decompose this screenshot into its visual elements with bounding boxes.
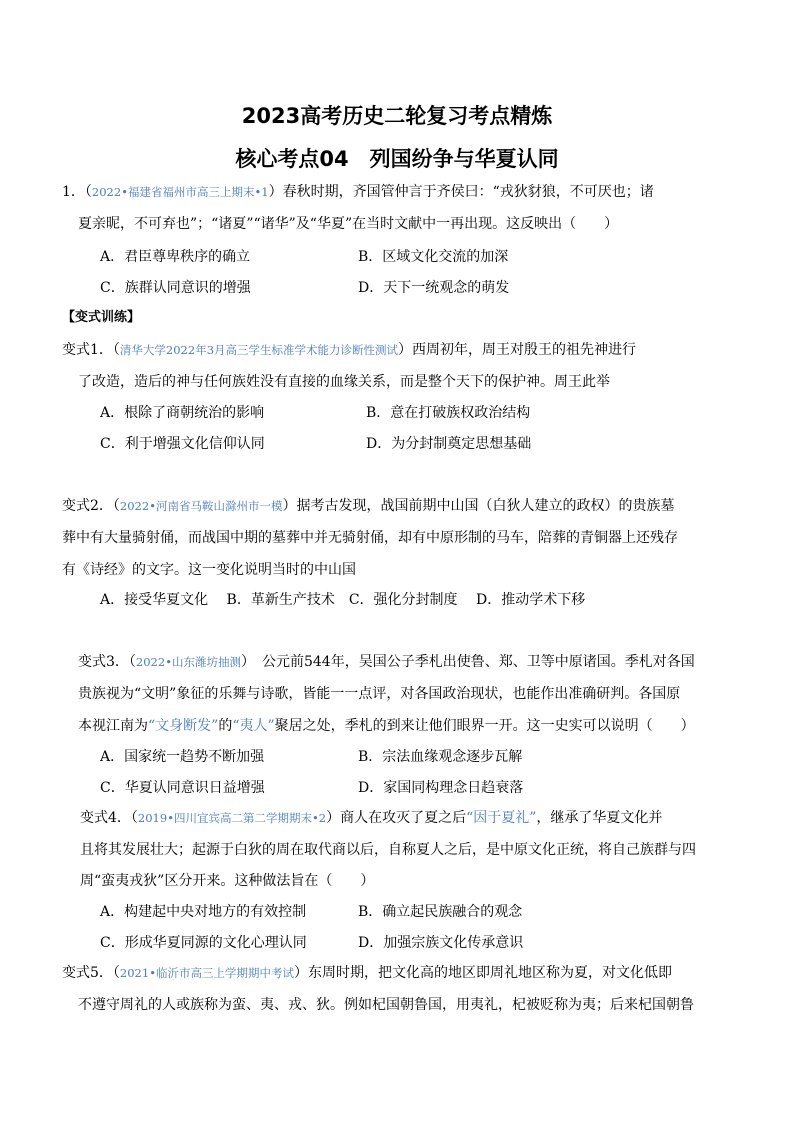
v4-stem-line2: 且将其发展壮大；起源于白狄的周在取代商以后，自称夏人之后，是中原文化正统，将自己族群与四: [80, 842, 696, 858]
v3-source: 2022•山东潍坊抽测: [135, 655, 241, 669]
v1-source: 清华大学2022年3月高三学生标准学术能力诊断性测试: [119, 343, 399, 357]
v4-source: 2019•四川宜宾高二第二学期期末•2: [137, 811, 327, 825]
q1-stem-line1: 1．（2022•福建省福州市高三上期末•1）春秋时期，齐国管仲言于齐侯曰：“戎狄豺狼，不可厌也；诸: [62, 184, 654, 200]
v1-option-a: A．根除了商朝统治的影响: [100, 405, 265, 421]
v3-option-c: C．华夏认同意识日益增强: [100, 780, 265, 796]
v2-source: 2022•河南省马鞍山滁州市一模: [119, 499, 283, 513]
v4-option-b: B．确立起民族融合的观念: [358, 904, 523, 920]
v3-option-b: B．宗法血缘观念逐步瓦解: [358, 749, 523, 765]
v3-option-d: D．家国同构理念日趋衰落: [358, 780, 524, 796]
v4-stem-line3: 周“蛮夷戎狄”区分开来。这种做法旨在（ ）: [80, 873, 375, 889]
q1-source: 2022•福建省福州市高三上期末•1: [91, 185, 269, 199]
v3-option-a: A．国家统一趋势不断加强: [100, 749, 265, 765]
v5-stem-line1: 变式5．（2021•临沂市高三上学期期中考试）东周时期，把文化高的地区即周礼地区称为夏，对文化低即: [62, 965, 672, 981]
q1-stem-line2: 夏亲昵，不可弃也”；“诸夏”“诸华”及“华夏”在当时文献中一再出现。这反映出（ ）: [78, 216, 619, 232]
v1-stem-line2: 了改造，造后的神与任何族姓没有直接的血缘关系，而是整个天下的保护神。周王此举: [78, 374, 610, 390]
v2-stem-line1: 变式2．（2022•河南省马鞍山滁州市一模）据考古发现，战国前期中山国（白狄人建立的政权）的贵族墓: [62, 498, 675, 514]
q1-option-d: D．天下一统观念的萌发: [358, 280, 510, 296]
v1-option-d: D．为分封制奠定思想基础: [366, 436, 532, 452]
v3-stem-line2: 贵族视为“文明”象征的乐舞与诗歌，皆能一一点评，对各国政治现状，也能作出准确研判。各国原: [78, 686, 681, 702]
section-heading: 【变式训练】: [62, 310, 141, 325]
q1-option-c: C．族群认同意识的增强: [100, 280, 251, 296]
v3-stem-line1: 变式3．（2022•山东潍坊抽测） 公元前544年，吴国公子季札出使鲁、郑、卫等中原诸国。季札对各国: [78, 654, 695, 670]
v4-stem-line1: 变式4．（2019•四川宜宾高二第二学期期末•2）商人在攻灭了夏之后“因于夏礼”，继承了华夏文化并: [80, 810, 663, 826]
v5-source: 2021•临沂市高三上学期期中考试: [119, 966, 294, 980]
v2-stem-line2: 葬中有大量骑射俑，而战国中期的墓葬中并无骑射俑，却有中原形制的马车，陪葬的青铜器上还残存: [62, 530, 678, 546]
v5-stem-line2: 不遵守周礼的人或族称为蛮、夷、戎、狄。例如杞国朝鲁国，用夷礼，杞被贬称为夷；后来杞国朝鲁: [78, 997, 694, 1013]
q1-option-a: A．君臣尊卑秩序的确立: [100, 249, 251, 265]
v4-option-a: A．构建起中央对地方的有效控制: [100, 904, 307, 920]
main-title: 2023高考历史二轮复习考点精炼: [241, 104, 553, 128]
v2-stem-line3: 有《诗经》的文字。这一变化说明当时的中山国: [62, 562, 356, 578]
v3-stem-line3: 本视江南为“文身断发”的“夷人”聚居之处，季札的到来让他们眼界一开。这一史实可以说明（ ）: [78, 718, 695, 734]
v4-option-c: C．形成华夏同源的文化心理认同: [100, 935, 307, 951]
sub-title: 核心考点04 列国纷争与华夏认同: [235, 147, 559, 171]
v1-stem-line1: 变式1．（清华大学2022年3月高三学生标准学术能力诊断性测试）西周初年，周王对殷王的祖先神进行: [62, 342, 637, 358]
v1-option-b: B．意在打破族权政治结构: [366, 405, 531, 421]
q1-option-b: B．区域文化交流的加深: [358, 249, 509, 265]
v1-option-c: C．利于增强文化信仰认同: [100, 436, 265, 452]
v4-option-d: D．加强宗族文化传承意识: [358, 935, 524, 951]
v2-options: A．接受华夏文化 B．革新生产技术 C．强化分封制度 D．推动学术下移: [100, 592, 586, 608]
